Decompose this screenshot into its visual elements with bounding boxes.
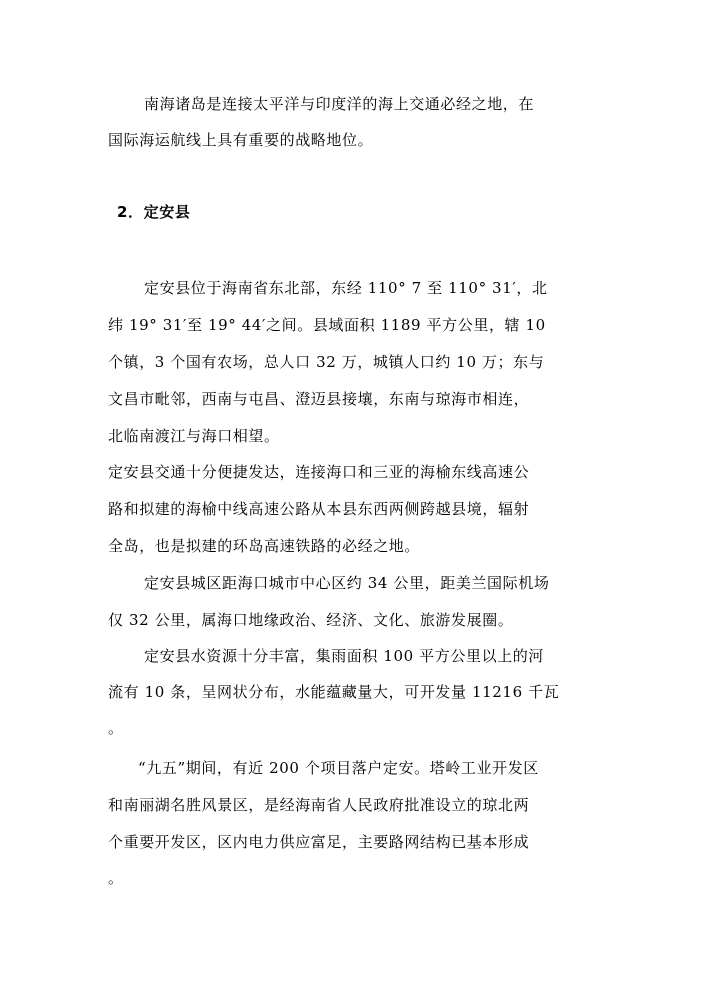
paragraph-5-line-3: 。 <box>108 719 124 737</box>
paragraph-1-line-1: 南海诸岛是连接太平洋与印度洋的海上交通必经之地，在 <box>144 95 535 113</box>
paragraph-5-line-2: 流有 10 条，呈网状分布，水能蕴藏量大，可开发量 11216 千瓦 <box>108 683 560 701</box>
section-heading: 2．定安县 <box>117 203 191 221</box>
paragraph-2-line-5: 北临南渡江与海口相望。 <box>108 427 280 445</box>
paragraph-2-line-1: 定安县位于海南省东北部，东经 110° 7 至 110° 31′，北 <box>144 279 548 297</box>
paragraph-2-line-2: 纬 19° 31′至 19° 44′之间。县域面积 1189 平方公里，辖 10 <box>108 316 546 334</box>
paragraph-1-line-2: 国际海运航线上具有重要的战略地位。 <box>108 131 374 149</box>
paragraph-2-line-4: 文昌市毗邻，西南与屯昌、澄迈县接壤，东南与琼海市相连， <box>108 390 530 408</box>
paragraph-3-line-1: 定安县交通十分便捷发达，连接海口和三亚的海榆东线高速公 <box>108 463 530 481</box>
paragraph-6-line-4: 。 <box>108 869 124 887</box>
paragraph-6-line-3: 个重要开发区，区内电力供应富足，主要路网结构已基本形成 <box>108 833 530 851</box>
paragraph-3-line-3: 全岛，也是拟建的环岛高速铁路的必经之地。 <box>108 537 421 555</box>
paragraph-2-line-3: 个镇，3 个国有农场，总人口 32 万，城镇人口约 10 万；东与 <box>108 353 545 371</box>
paragraph-6-line-2: 和南丽湖名胜风景区，是经海南省人民政府批准设立的琼北两 <box>108 796 530 814</box>
paragraph-5-line-1: 定安县水资源十分丰富，集雨面积 100 平方公里以上的河 <box>144 647 544 665</box>
paragraph-3-line-2: 路和拟建的海榆中线高速公路从本县东西两侧跨越县境，辐射 <box>108 500 530 518</box>
paragraph-4-line-1: 定安县城区距海口城市中心区约 34 公里，距美兰国际机场 <box>144 574 550 592</box>
paragraph-4-line-2: 仅 32 公里，属海口地缘政治、经济、文化、旅游发展圈。 <box>108 611 514 629</box>
paragraph-6-line-1: “九五”期间，有近 200 个项目落户定安。塔岭工业开发区 <box>138 759 539 777</box>
